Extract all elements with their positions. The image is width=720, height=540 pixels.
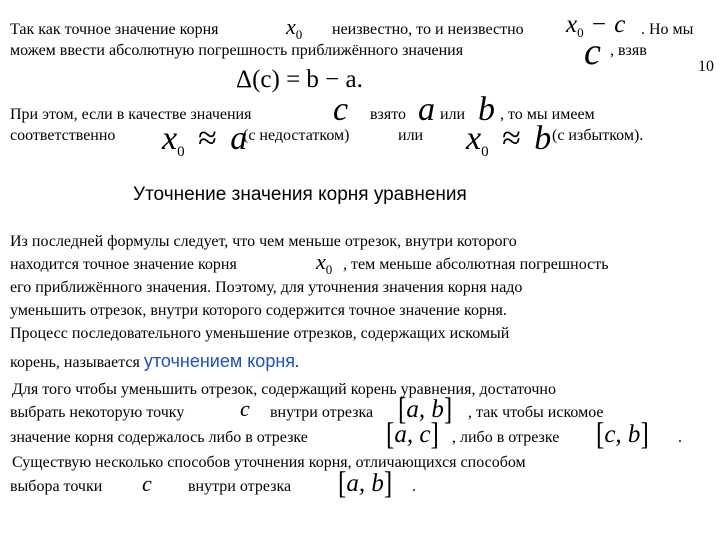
expr-minus-sign: −: [591, 11, 606, 38]
segment-cb-text: c, b: [604, 421, 641, 448]
segment-cb-close-bracket: ]: [640, 417, 649, 452]
top-line1-text-c: . Но мы: [641, 21, 694, 38]
approx2-x-letter: x: [466, 120, 482, 157]
segment-ac-text: a, c: [394, 421, 431, 448]
x0-variable-para1: [316, 249, 332, 278]
c-variable-large: c: [584, 31, 601, 73]
page-number: 10: [698, 58, 714, 75]
segment-cb-open-bracket: [: [596, 417, 605, 452]
segment-a-b: [398, 392, 453, 427]
para2-line3-text-c: .: [678, 429, 682, 446]
para2-line2-text-b: внутри отрезка: [270, 404, 374, 421]
para2-line2-text-c: , так чтобы искомое: [468, 404, 604, 421]
c-variable-para2: c: [240, 396, 250, 421]
para2-line1: Для того чтобы уменьшить отрезок, содержащий корень уравнения, достаточно: [12, 381, 556, 398]
segment2-close-bracket: ]: [383, 466, 393, 501]
segment-ab-text: a, b: [406, 396, 444, 423]
approx1-symbol: ≈: [198, 120, 217, 157]
top-line1-text-a: Так как точное значение корня: [10, 21, 219, 38]
segment-c-b: [596, 417, 649, 452]
para1-x-letter: x: [316, 249, 326, 274]
middle-line2-text-a: соответственно: [10, 127, 116, 144]
middle-line1-text-b: взято: [370, 106, 407, 123]
segment-a-b-second: [338, 466, 393, 501]
emphasized-term: уточнением корня: [143, 351, 296, 371]
absolute-error-formula: Δ(c) = b − a.: [236, 66, 363, 93]
middle-line2-text-c: или: [398, 127, 424, 144]
para1-line6-text-a: корень, называется: [10, 354, 140, 371]
x0-approx-b: [466, 120, 551, 161]
para2-line3-text-b: , либо в отрезке: [452, 429, 560, 446]
para1-line5: Процесс последовательного уменьшение отрезков, содержащих искомый: [10, 325, 510, 342]
approx2-b-letter: b: [534, 120, 552, 157]
segment-ab-open-bracket: [: [398, 392, 407, 427]
para1-line2-text-b: , тем меньше абсолютная погрешность: [343, 256, 609, 273]
middle-line1-text-a: При этом, если в качестве значения: [10, 106, 252, 123]
para1-x-subscript: 0: [325, 262, 333, 277]
para2-line3-text-a: значение корня содержалось либо в отрезке: [10, 429, 308, 446]
segment-ac-close-bracket: ]: [430, 417, 439, 452]
segment2-open-bracket: [: [338, 466, 347, 501]
c-variable: c: [333, 91, 349, 128]
top-line2-text-a: можем ввести абсолютную погрешность приближённого значения: [10, 42, 464, 59]
top-line1-text-b: неизвестно, то и неизвестно: [332, 21, 524, 38]
top-line2-text-b: , взяв: [610, 42, 647, 59]
x0-subscript: 0: [295, 27, 303, 42]
para2-line5-text-a: выбора точки: [10, 478, 103, 495]
approx1-a-letter: a: [230, 120, 248, 157]
expr-c-letter: c: [614, 11, 626, 38]
section-heading: Уточнение значения корня уравнения: [133, 184, 467, 205]
expr-x-subscript: 0: [577, 25, 584, 40]
b-variable: b: [478, 91, 495, 128]
approx1-x-letter: x: [162, 120, 178, 157]
para1-line6-period: .: [295, 354, 300, 371]
para2-line4: Существую несколько способов уточнения корня, отличающихся способом: [12, 454, 526, 471]
segment2-text: a, b: [346, 470, 384, 497]
middle-line1-text-d: , то мы имеем: [500, 106, 595, 123]
middle-line2-text-d: (с избытком).: [552, 127, 644, 144]
x0-letter: x: [286, 14, 296, 39]
para2-line5-text-c: .: [412, 478, 416, 495]
approx2-symbol: ≈: [502, 120, 521, 157]
para1-line1: Из последней формулы следует, что чем меньше отрезок, внутри которого: [10, 233, 517, 250]
expr-x-letter: x: [566, 11, 578, 38]
para1-line6: [10, 351, 299, 373]
middle-line1-text-c: или: [440, 106, 466, 123]
para1-line2-text-a: находится точное значение корня: [10, 256, 237, 273]
para2-line5-text-b: внутри отрезка: [188, 478, 292, 495]
para1-line4: уменьшить отрезок, внутри которого содержится точное значение корня.: [10, 302, 507, 319]
x0-approx-a: [162, 120, 247, 161]
approx2-x-subscript: 0: [481, 144, 489, 160]
a-variable: a: [418, 91, 435, 128]
x0-variable: [286, 14, 302, 43]
segment-ac-open-bracket: [: [386, 417, 395, 452]
approx1-x-subscript: 0: [177, 144, 185, 160]
para2-line2-text-a: выбрать некоторую точку: [10, 404, 185, 421]
segment-a-c: [386, 417, 439, 452]
segment-ab-close-bracket: ]: [443, 392, 453, 427]
middle-line2-text-b: (с недостатком): [243, 127, 350, 144]
c-variable-para2-second: c: [142, 471, 152, 496]
para1-line3: его приближённого значения. Поэтому, для уточнения значения корня надо: [10, 279, 523, 296]
